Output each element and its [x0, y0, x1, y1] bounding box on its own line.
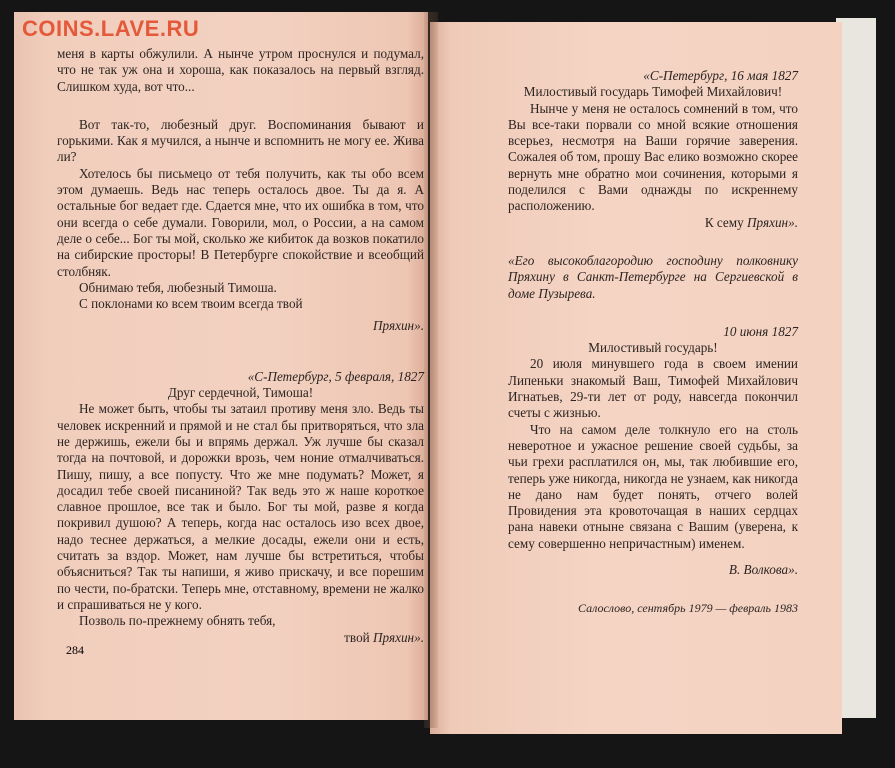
signature-name: Пряхин».: [373, 629, 424, 645]
letter2-closing: Позволь по-прежнему обнять тебя,: [79, 613, 276, 629]
letter2-greeting: Друг сердечной, Тимоша!: [167, 385, 314, 401]
letter3-signature: [508, 215, 798, 231]
letter4-signature: В. Волкова».: [728, 562, 798, 578]
letter4-body-2: Что на самом деле толкнуло его на столь неверотное и ужасное решение своей судьбы, за чьи грехи расплатился он, мы, так любившие его, теперь уже никогда, никогда не узнаем, как никогда не дано нам будет понять, отчего волей Провидения эта кровоточащая в наших сердцах рана навеки отныне связана с Вашим (уверена, к сему совершенно непричастным) именем.: [508, 421, 798, 551]
signature-prefix: твой: [344, 629, 374, 645]
right-text-column: [508, 68, 798, 617]
colophon: Салослово, сентябрь 1979 — февраль 1983: [578, 601, 798, 616]
letter3-body: Нынче у меня не осталось сомнений в том, что Вы все-таки порвали со мной всякие отношения всерьез, несмотря на Ваши горячие заверения. Сожалея об том, прошу Вас елико возможно скорее вернуть мне обратно мои сочинения, которыми я поделился с Вами однажды по искреннему расположению.: [508, 100, 798, 214]
letter2-date: «С-Петербург, 5 февраля, 1827: [247, 368, 424, 384]
envelope-address: «Его высокоблагородию господину полковнику Пряхину в Санкт-Петербурге на Сергиевской в доме Пузырева.: [508, 252, 798, 301]
left-text-column: [57, 46, 424, 646]
letter1-paragraph-4: С поклонами ко всем твоим всегда твой: [79, 296, 303, 312]
letter4-greeting: Милостивый государь!: [588, 340, 718, 356]
letter4-body-1: 20 июля минувшего года в своем имении Липеньки знакомый Ваш, Тимофей Михайлович Игнатьев, 29-ти лет от роду, навсегда покончил счеты с жизнью.: [508, 356, 798, 421]
letter3-date: «С-Петербург, 16 мая 1827: [643, 68, 798, 83]
letter1-paragraph-1: Вот так-то, любезный друг. Воспоминания бывают и горькими. Как я мучился, а нынче и вспомнить не могу ее. Жива ли?: [57, 116, 424, 165]
page-edge-stack: [836, 18, 876, 718]
letter2-signature: [57, 630, 424, 646]
letter4-date: 10 июня 1827: [723, 323, 798, 339]
page-number: 284: [66, 643, 84, 657]
signature-name: Пряхин».: [747, 214, 798, 230]
intro-paragraph: меня в карты обжулили. А нынче утром проснулся и подумал, что не так уж она и хороша, как показалось на первый взгляд. Слишком худа, вот что...: [57, 46, 424, 94]
letter1-signature: Пряхин».: [373, 318, 424, 334]
letter2-body: Не может быть, чтобы ты затаил противу меня зло. Ведь ты человек искренний и прямой и не стал бы притворяться, что зла не держишь, ежели бы и впрямь держал. Уж лучше бы сказал тогда на почтовой, и дорожки врозь, чем ноние отмалчиваться. Пишу, пишу, а все попусту. Что же мне подумать? Может, я досадил тебе своей писаниной? Так ведь это ж наше короткое славное прошлое, все так и было. Бог ты мой, разве я когда покривил душою? А теперь, когда нас осталось изо всех двое, надо теснее держаться, а мелкие досады, ежели они и есть, считать за вздор. Может, нам лучше бы встретиться, чтобы объясниться? Так ты напиши, я живо прискачу, и все порешим по чести, по-братски. Теперь мне, отставному, времени не жалко и спрашиваться не у кого.: [57, 401, 424, 612]
letter1-paragraph-3: Обнимаю тебя, любезный Тимоша.: [79, 279, 277, 295]
letter3-greeting: Милостивый государь Тимофей Михайлович!: [523, 84, 783, 100]
book-gutter: [424, 12, 438, 728]
letter1-paragraph-2: Хотелось бы письмецо от тебя получить, как ты обо всем этом думаешь. Ведь нас теперь осталось двое. Ты да я. А остальные бог ведает где. Сдается мне, что их ошибка в том, что они всегда о себе думали. Говорили, мол, о России, а на самом деле о себе... Бог ты мой, сколько же кибиток да возков покатило на сибирские просторы! В Петербурге спокойствие и всеобщий столбняк.: [57, 165, 424, 279]
watermark: COINS.LAVE.RU: [22, 16, 200, 41]
signature-prefix: К сему: [704, 214, 748, 230]
